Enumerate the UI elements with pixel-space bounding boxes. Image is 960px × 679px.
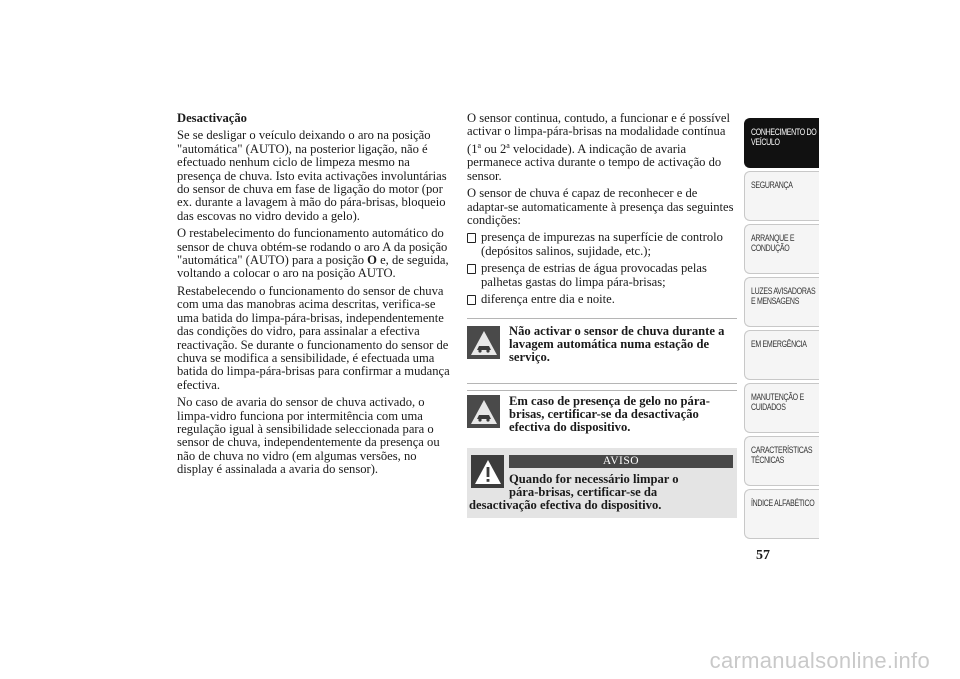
text-run: ou 2 bbox=[481, 142, 507, 156]
paragraph-restore bbox=[177, 227, 452, 281]
text-run: e, de seguida, voltando a colocar o aro na posição AUTO. bbox=[177, 253, 449, 281]
list-item-text: diferença entre dia e noite. bbox=[481, 292, 615, 307]
tab-manutencao[interactable] bbox=[744, 383, 819, 433]
car-note-box bbox=[467, 390, 737, 441]
paragraph-continuous bbox=[467, 112, 737, 183]
right-column bbox=[467, 112, 737, 310]
tab-arranque[interactable] bbox=[744, 224, 819, 274]
list-item bbox=[467, 262, 737, 289]
tab-label: MANUTENÇÃO E CUIDADOS bbox=[751, 392, 804, 412]
tab-caracteristicas[interactable] bbox=[744, 436, 819, 486]
superscript: a bbox=[477, 140, 482, 150]
list-item-text: presença de impurezas na superfície de controlo (depósitos salinos, sujidade, etc.); bbox=[481, 230, 723, 258]
paragraph-deactivation: Se se desligar o veículo deixando o aro na posição "automática" (AUTO), na posterior ligação, não é efectuado nenhum ciclo de limpeza mesmo na presença de chuva. Isto evita activações involuntárias do sensor de chuva em fase de ligação do motor (por ex. durante a lavagem à mão do pára-brisas, bloqueio das escovas no vidro devido a gelo). bbox=[177, 128, 447, 223]
checkbox-bullet-icon bbox=[467, 264, 476, 274]
tab-emergencia[interactable] bbox=[744, 330, 819, 380]
car-caution-icon bbox=[467, 395, 500, 428]
text-run: O restabelecimento do funcionamento automático do sensor de chuva obtém-se rodando o aro A da posição "automática" (AUTO) para a posição bbox=[177, 226, 448, 268]
tab-label: EM EMERGÊNCIA bbox=[751, 339, 807, 349]
car-note-box bbox=[467, 318, 737, 384]
note-text: Não activar o sensor de chuva durante a lavagem automática numa estação de serviço. bbox=[509, 324, 725, 365]
list-item-text: presença de estrias de água provocadas pelas palhetas gastas do limpa pára-brisas; bbox=[481, 261, 707, 289]
page-number: 57 bbox=[756, 548, 770, 563]
checkbox-bullet-icon bbox=[467, 295, 476, 305]
tab-seguranca[interactable] bbox=[744, 171, 819, 221]
car-caution-icon bbox=[467, 326, 500, 359]
paragraph-failure: No caso de avaria do sensor de chuva activado, o limpa-vidro funciona por intermitência com uma regulação igual à sensibilidade seleccionada para o sensor de chuva, independentemente da presença ou não de chuva no vidro (em algumas versões, no display é assinalada a avaria do sensor). bbox=[177, 395, 440, 477]
left-column bbox=[177, 112, 452, 481]
text-run: velocidade). A indicação de avaria permanece activa durante o tempo de activação do sensor. bbox=[467, 142, 722, 183]
superscript: a bbox=[506, 140, 510, 150]
tab-indice[interactable] bbox=[744, 489, 819, 539]
tab-label: ARRANQUE E CONDUÇÃO bbox=[751, 233, 795, 253]
position-o-label: O bbox=[367, 253, 377, 268]
tab-label: LUZES AVISADORAS E MENSAGENS bbox=[751, 286, 816, 306]
section-heading: Desactivação bbox=[177, 111, 247, 125]
tab-label: SEGURANÇA bbox=[751, 180, 793, 190]
warning-line: pára-brisas, certificar-se da bbox=[509, 485, 658, 499]
warning-text bbox=[469, 473, 733, 512]
tab-luzes[interactable] bbox=[744, 277, 819, 327]
note-text: Em caso de presença de gelo no pára-brisas, certificar-se da desactivação efectiva do dispositivo. bbox=[509, 394, 710, 435]
text-run: O sensor continua, contudo, a funcionar e é possível activar o limpa-pára-brisas na modalidade contínua (1 bbox=[467, 111, 730, 156]
tab-label: CARACTERÍSTICAS TÉCNICAS bbox=[751, 445, 813, 465]
list-item bbox=[467, 293, 737, 306]
warning-box bbox=[467, 448, 737, 518]
watermark: carmanualsonline.info bbox=[709, 648, 930, 673]
paragraph-reactivation: Restabelecendo o funcionamento do sensor de chuva com uma das manobras acima descritas, verifica-se uma batida do limpa-pára-brisas, independentemente das condições do vidro, para assinalar a efectiva reactivação. Se durante o funcionamento do sensor de chuva se modifica a sensibilidade, é efectuada uma batida do limpa-pára-brisas para confirmar a mudança efectiva. bbox=[177, 283, 450, 392]
tab-label: ÍNDICE ALFABÉTICO bbox=[751, 498, 815, 508]
tab-label: CONHECIMENTO DO VEÍCULO bbox=[751, 127, 817, 147]
warning-line: Quando for necessário limpar o bbox=[509, 472, 679, 486]
warning-line: desactivação efectiva do dispositivo. bbox=[469, 498, 662, 512]
warning-title: AVISO bbox=[509, 455, 733, 468]
paragraph-conditions: O sensor de chuva é capaz de reconhecer e de adaptar-se automaticamente à presença das seguintes condições: bbox=[467, 186, 734, 228]
list-item bbox=[467, 231, 737, 258]
checkbox-bullet-icon bbox=[467, 233, 476, 243]
tab-conhecimento[interactable] bbox=[744, 118, 819, 168]
